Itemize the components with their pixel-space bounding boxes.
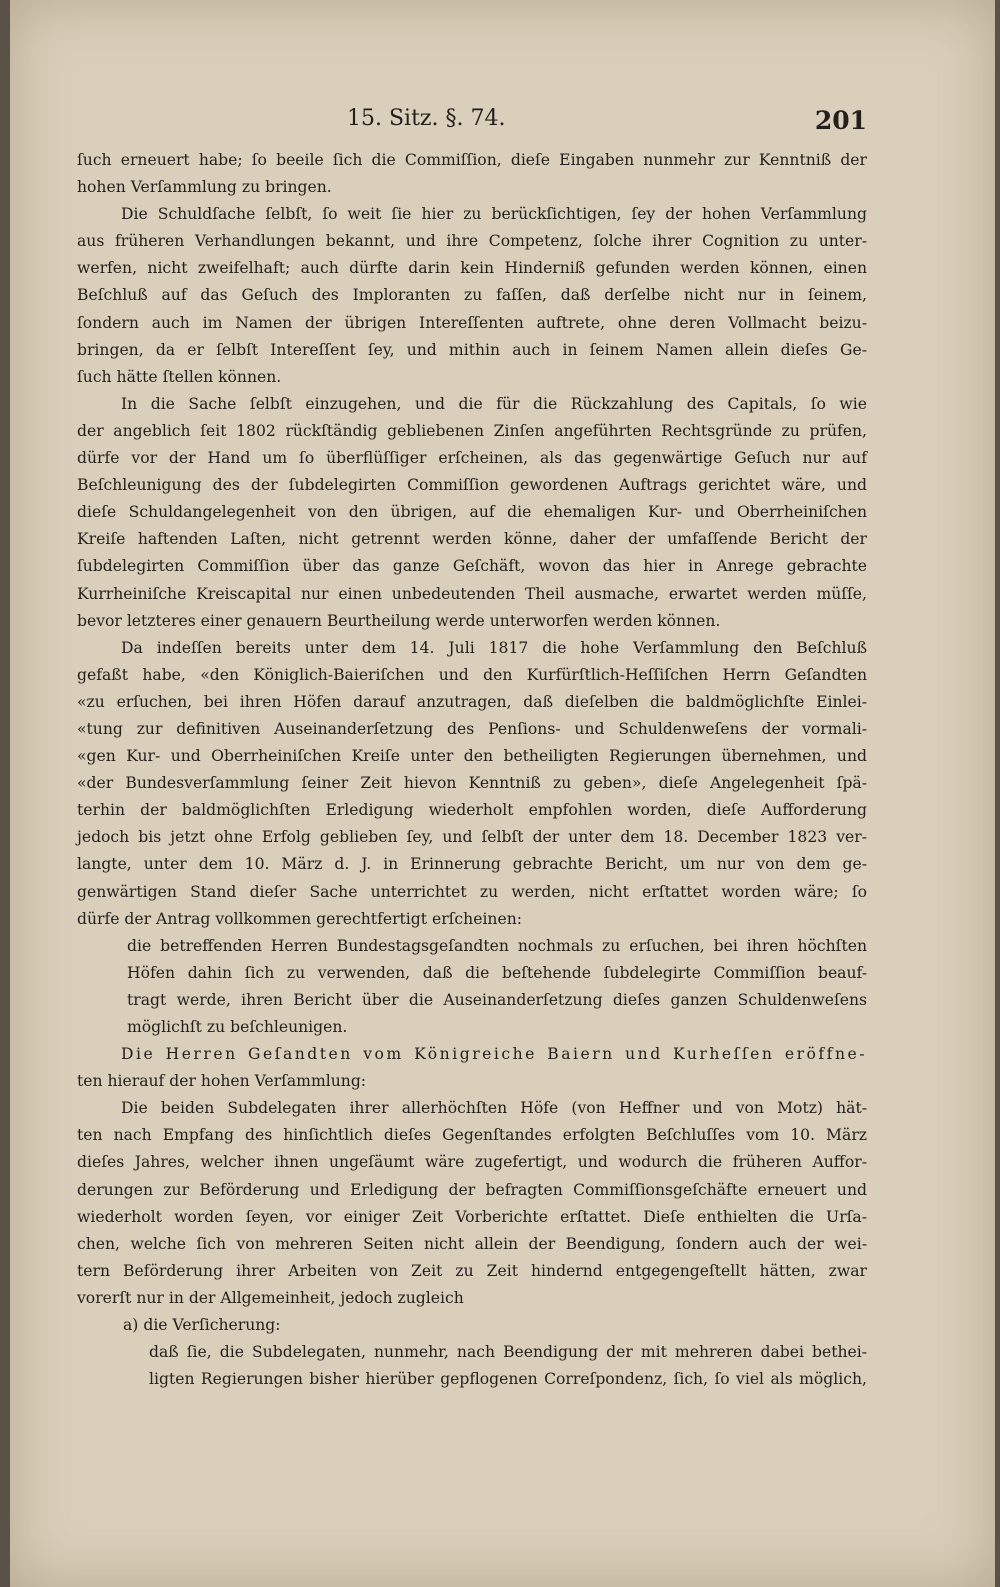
body-text [77,147,867,1393]
text-line: aus früheren Verhandlungen bekannt, und ihre Competenz, ſolche ihrer Cognition zu unter- [77,232,867,251]
text-line: dürfe der Antrag vollkommen gerechtfertigt erſcheinen: [77,909,522,928]
text-line: Die beiden Subdelegaten ihrer allerhöchſten Höfe (von Heffner und von Motz) hät- [121,1099,867,1118]
text-line: chen, welche ſich von mehreren Seiten nicht allein der Beendigung, ſondern auch der wei- [77,1234,867,1253]
text-line: bringen, da er ſelbſt Intereſſent ſey, und mithin auch in ſeinem Namen allein dieſes Ge- [77,340,867,359]
text-line: Da indeſſen bereits unter dem 14. Juli 1817 die hohe Verſammlung den Beſchluß [121,638,867,657]
text-line: der angeblich ſeit 1802 rückſtändig gebliebenen Zinſen angeführten Rechtsgründe zu prüfen, [77,421,867,440]
section-reference: 15. Sitz. §. 74. [347,106,506,131]
text-line: «gen Kur- und Oberrheiniſchen Kreiſe unter den betheiligten Regierungen übernehmen, und [77,747,867,766]
text-line: dieſe Schuldangelegenheit von den übrigen, auf die ehemaligen Kur- und Oberrheiniſchen [77,503,867,522]
text-line: a) die Verſicherung: [123,1316,281,1335]
text-line: vorerſt nur in der Allgemeinheit, jedoch zugleich [77,1288,464,1307]
text-line: «tung zur definitiven Auseinanderſetzung des Penſions- und Schuldenweſens der vormali- [77,719,867,738]
text-line: langte, unter dem 10. März d. J. in Erinnerung gebrachte Bericht, um nur von dem ge- [77,855,867,874]
text-line: Die Schuldſache ſelbſt, ſo weit ſie hier zu berückſichtigen, ſey der hohen Verſammlung [121,205,867,224]
text-line: jedoch bis jetzt ohne Erfolg geblieben ſey, und ſelbſt der unter dem 18. December 1823 ver- [77,828,867,847]
text-line: Kreiſe haftenden Laſten, nicht getrennt werden könne, daher der umfaſſende Bericht der [77,530,867,549]
text-line: ligten Regierungen bisher hierüber gepflogenen Correſpondenz, ſich, ſo viel als möglich, [149,1370,867,1389]
text-line: Kurrheiniſche Kreiscapital nur einen unbedeutenden Theil ausmache, erwartet werden müſſe, [77,584,867,603]
text-line: daß ſie, die Subdelegaten, nunmehr, nach Beendigung der mit mehreren dabei bethei- [149,1343,867,1362]
text-line: Die Herren Geſandten vom Königreiche Baiern und Kurheſſen eröffne- [121,1045,867,1064]
text-line: derungen zur Beförderung und Erledigung der befragten Commiſſionsgeſchäfte erneuert und [77,1180,867,1199]
text-line: «der Bundesverſammlung ſeiner Zeit hievon Kenntniß zu geben», dieſe Angelegenheit ſpä- [77,774,867,793]
text-line: ten nach Empfang des hinſichtlich dieſes Gegenſtandes erfolgten Beſchluſſes vom 10. März [77,1126,867,1145]
text-line: bevor letzteres einer genauern Beurtheilung werde unterworfen werden können. [77,611,721,630]
text-line: genwärtigen Stand dieſer Sache unterrichtet zu werden, nicht erſtattet worden wäre; ſo [77,882,867,901]
text-line: dieſes Jahres, welcher ihnen ungeſäumt wäre zugefertigt, und wodurch die früheren Auffor- [77,1153,867,1172]
text-line: ſuch erneuert habe; ſo beeile ſich die Commiſſion, dieſe Eingaben nunmehr zur Kenntniß der [77,151,867,169]
text-line: möglichſt zu beſchleunigen. [127,1018,348,1036]
text-line: ſubdelegirten Commiſſion über das ganze Geſchäft, wovon das hier in Anrege gebrachte [77,557,867,576]
text-line: ſondern auch im Namen der übrigen Intereſſenten auftrete, ohne deren Vollmacht beizu- [77,313,867,332]
text-line: dürfe vor der Hand um ſo überflüſſiger erſcheinen, als das gegenwärtige Geſuch nur auf [77,449,867,468]
text-line: «zu erſuchen, bei ihren Höfen darauf anzutragen, daß dieſelben die baldmöglichſte Einlei- [77,692,867,711]
text-line: Beſchluß auf das Geſuch des Imploranten zu faſſen, daß derſelbe nicht nur in ſeinem, [77,286,867,305]
page-header [77,106,867,136]
text-line: hohen Verſammlung zu bringen. [77,178,332,197]
page-number: 201 [814,106,867,135]
text-line: tern Beförderung ihrer Arbeiten von Zeit zu Zeit hindernd entgegengeſtellt hätten, zwar [77,1261,867,1280]
text-line: gefaßt habe, «den Königlich-Baieriſchen und den Kurfürſtlich-Heſſiſchen Herrn Geſandten [77,665,867,684]
text-line: ten hierauf der hohen Verſammlung: [77,1072,367,1091]
text-line: die betreffenden Herren Bundestagsgeſandten nochmals zu erſuchen, bei ihren höchſten [127,936,867,955]
text-line: Beſchleunigung des der ſubdelegirten Commiſſion gewordenen Auftrags gerichtet wäre, und [77,476,867,495]
text-line: werfen, nicht zweifelhaft; auch dürfte darin kein Hinderniß gefunden werden können, einen [77,259,867,278]
text-line: Höfen dahin ſich zu verwenden, daß die beſtehende ſubdelegirte Commiſſion beauf- [127,963,867,982]
text-line: wiederholt worden ſeyen, vor einiger Zeit Vorberichte erſtattet. Dieſe enthielten die Urſa- [77,1207,867,1226]
text-line: ſuch hätte ſtellen können. [77,367,282,386]
text-line: tragt werde, ihren Bericht über die Auseinanderſetzung dieſes ganzen Schuldenweſens [127,990,867,1009]
text-line: terhin der baldmöglichſten Erledigung wiederholt empfohlen worden, dieſe Aufforderung [77,801,867,820]
text-line: In die Sache ſelbſt einzugehen, und die für die Rückzahlung des Capitals, ſo wie [121,394,867,413]
document-page [10,0,995,1587]
